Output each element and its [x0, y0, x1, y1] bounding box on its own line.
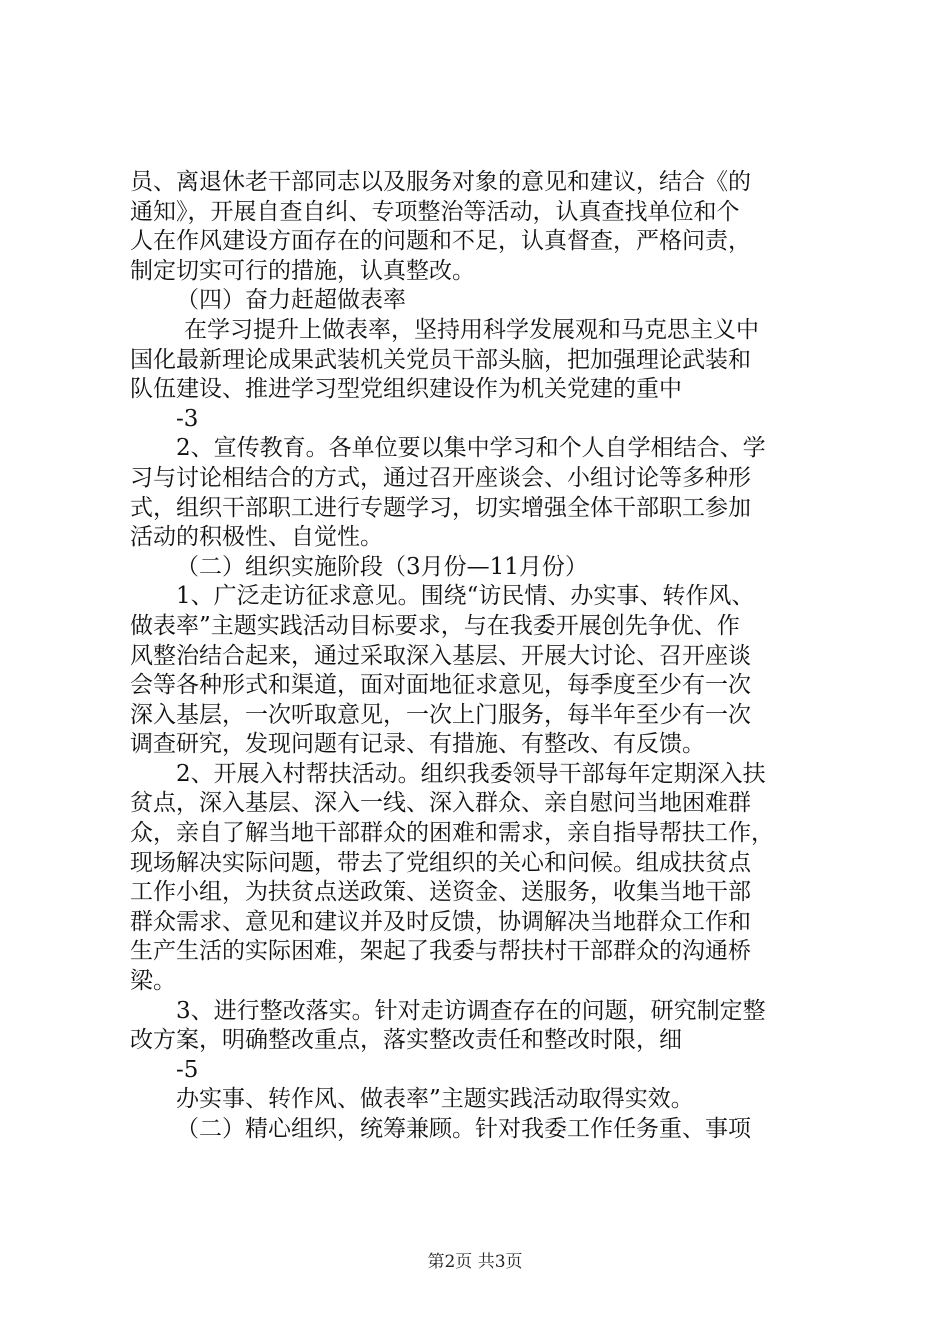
text-line: -3	[176, 405, 199, 432]
text-line: （二）组织实施阶段（3月份—11月份）	[176, 553, 588, 580]
text-line: 现场解决实际问题，带去了党组织的关心和问候。组成扶贫点	[130, 849, 751, 876]
text-line: 工作小组，为扶贫点送政策、送资金、送服务，收集当地干部	[130, 879, 751, 906]
text-line: 会等各种形式和渠道，面对面地征求意见，每季度至少有一次	[130, 672, 751, 699]
text-line: 改方案，明确整改重点，落实整改责任和整改时限，细	[130, 1027, 682, 1054]
text-line: 式，组织干部职工进行专题学习，切实增强全体干部职工参加	[130, 494, 751, 521]
text-line: （二）精心组织，统筹兼顾。针对我委工作任务重、事项	[176, 1116, 751, 1142]
text-line: 队伍建设、推进学习型党组织建设作为机关党建的重中	[130, 376, 682, 403]
text-line: （四）奋力赶超做表率	[176, 287, 406, 314]
text-line: 制定切实可行的措施，认真整改。	[130, 257, 475, 284]
text-line: -5	[176, 1056, 199, 1083]
text-line: 梁。	[130, 968, 176, 995]
text-line: 群众需求、意见和建议并及时反馈，协调解决当地群众工作和	[130, 908, 751, 935]
text-line: 在学习提升上做表率，坚持用科学发展观和马克思主义中	[184, 316, 759, 343]
text-line: 通知》，开展自查自纠、专项整治等活动，认真查找单位和个	[130, 198, 740, 225]
text-line: 1、广泛走访征求意见。围绕“访民情、办实事、转作风、	[176, 583, 755, 610]
text-line: 调查研究，发现问题有记录、有措施、有整改、有反馈。	[130, 731, 705, 758]
document-body	[130, 168, 830, 1145]
text-line: 深入基层，一次听取意见，一次上门服务，每半年至少有一次	[130, 701, 751, 728]
text-line: 3、进行整改落实。针对走访调查存在的问题，研究制定整	[176, 997, 766, 1024]
text-line: 人在作风建设方面存在的问题和不足，认真督查，严格问责，	[130, 228, 751, 255]
text-line: 员、离退休老干部同志以及服务对象的意见和建议，结合《的	[130, 169, 751, 195]
text-line: 贫点，深入基层、深入一线、深入群众、亲自慰问当地困难群	[130, 790, 751, 817]
text-line: 习与讨论相结合的方式，通过召开座谈会、小组讨论等多种形	[130, 464, 751, 491]
text-line: 生产生活的实际困难，架起了我委与帮扶村干部群众的沟通桥	[130, 938, 751, 965]
text-line: 众，亲自了解当地干部群众的困难和需求，亲自指导帮扶工作，	[130, 820, 774, 847]
text-line: 2、开展入村帮扶活动。组织我委领导干部每年定期深入扶	[176, 760, 766, 787]
text-line: 活动的积极性、自觉性。	[130, 524, 383, 551]
text-line: 办实事、转作风、做表率”主题实践活动取得实效。	[176, 1086, 694, 1113]
text-line: 做表率”主题实践活动目标要求，与在我委开展创先争优、作	[130, 612, 740, 639]
page-footer: 第2页 共3页	[427, 1252, 523, 1272]
text-line: 2、宣传教育。各单位要以集中学习和个人自学相结合、学	[176, 435, 766, 462]
text-line: 风整治结合起来，通过采取深入基层、开展大讨论、召开座谈	[130, 642, 751, 669]
text-line: 国化最新理论成果武装机关党员干部头脑，把加强理论武装和	[130, 346, 751, 373]
